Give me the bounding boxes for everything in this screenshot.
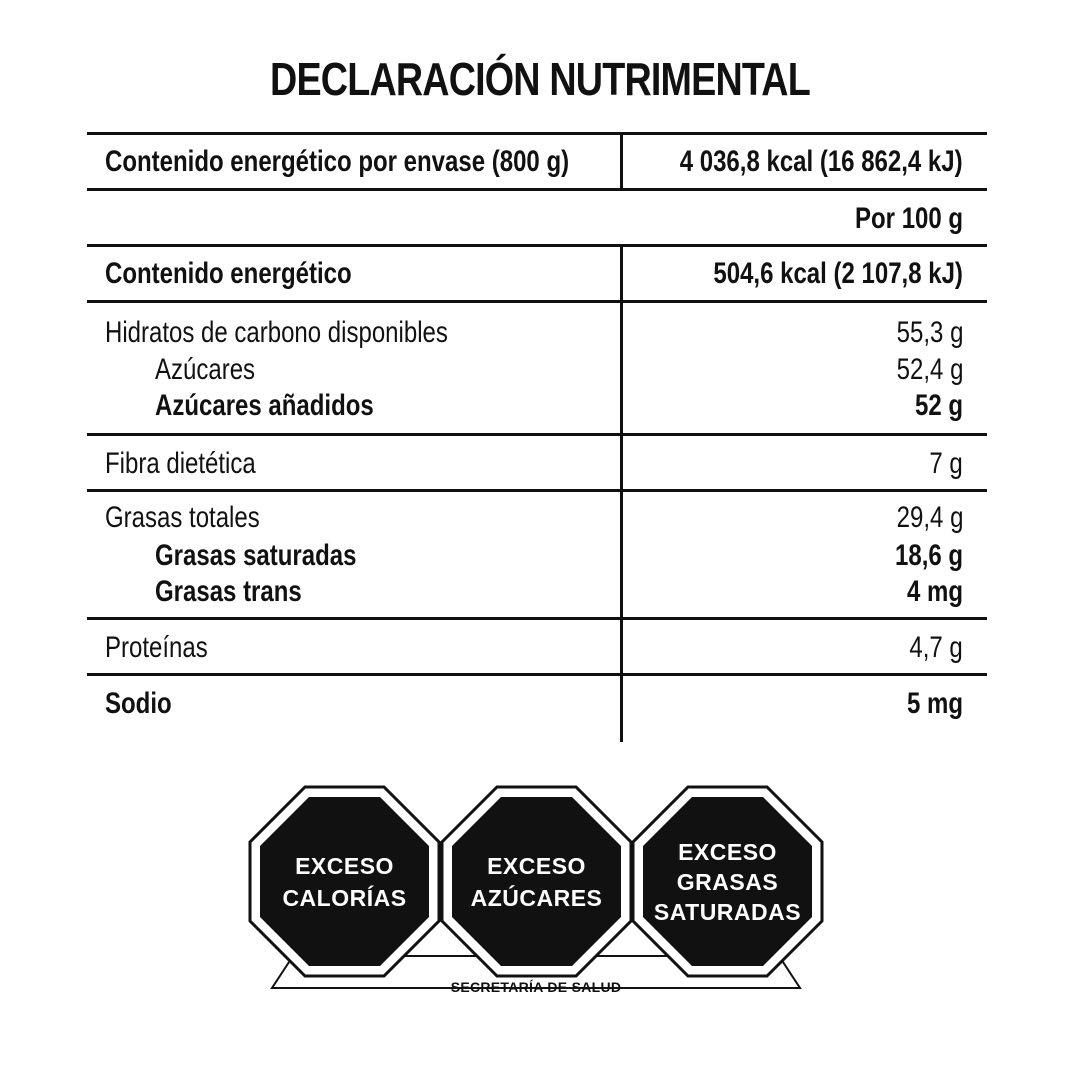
total-fat-value: 29,4 g xyxy=(896,501,963,534)
table-rule xyxy=(87,188,987,191)
seal-calories-line2: CALORÍAS xyxy=(282,885,407,911)
table-rule xyxy=(87,489,987,492)
energy-value: 504,6 kcal (2 107,8 kJ) xyxy=(713,257,963,290)
seal-saturated-line2: GRASAS xyxy=(676,869,779,895)
fiber-value: 7 g xyxy=(929,447,963,480)
sodium-label: Sodio xyxy=(105,687,172,720)
authority-label: SECRETARÍA DE SALUD xyxy=(450,979,622,995)
table-rule xyxy=(87,673,987,676)
trans-fat-value: 4 mg xyxy=(906,575,963,608)
column-divider xyxy=(620,244,623,742)
table-rule xyxy=(87,300,987,303)
added-sugars-label: Azúcares añadidos xyxy=(155,389,374,422)
energy-label: Contenido energético xyxy=(105,257,352,290)
saturated-fat-label: Grasas saturadas xyxy=(155,539,357,572)
total-fat-label: Grasas totales xyxy=(105,501,260,534)
seal-calories-line1: EXCESO xyxy=(295,853,394,879)
trans-fat-label: Grasas trans xyxy=(155,575,302,608)
nutrition-table xyxy=(87,132,987,742)
sugars-value: 52,4 g xyxy=(896,353,963,386)
protein-label: Proteínas xyxy=(105,631,208,664)
table-rule xyxy=(87,132,987,135)
seal-saturated xyxy=(643,837,812,927)
table-rule xyxy=(87,617,987,620)
page-title: DECLARACIÓN NUTRIMENTAL xyxy=(270,53,810,105)
per-100g-header: Por 100 g xyxy=(854,202,963,235)
carbs-value: 55,3 g xyxy=(896,316,963,349)
carbs-label: Hidratos de carbono disponibles xyxy=(105,316,448,349)
sugars-label: Azúcares xyxy=(155,353,256,386)
seal-saturated-line3: SATURADAS xyxy=(653,899,802,925)
package-energy-label: Contenido energético por envase (800 g) xyxy=(105,145,570,178)
fiber-label: Fibra dietética xyxy=(105,447,256,480)
table-rule xyxy=(87,244,987,247)
warning-seals xyxy=(248,783,824,1005)
seal-sugars-line2: AZÚCARES xyxy=(470,885,603,911)
table-rule xyxy=(87,433,987,436)
seal-sugars xyxy=(452,850,621,914)
saturated-fat-value: 18,6 g xyxy=(894,539,963,572)
added-sugars-value: 52 g xyxy=(914,389,963,422)
package-energy-value: 4 036,8 kcal (16 862,4 kJ) xyxy=(680,145,963,178)
seal-sugars-line1: EXCESO xyxy=(487,853,586,879)
seal-saturated-line1: EXCESO xyxy=(678,839,777,865)
seal-calories xyxy=(260,850,429,914)
sodium-value: 5 mg xyxy=(906,687,963,720)
protein-value: 4,7 g xyxy=(909,631,963,664)
